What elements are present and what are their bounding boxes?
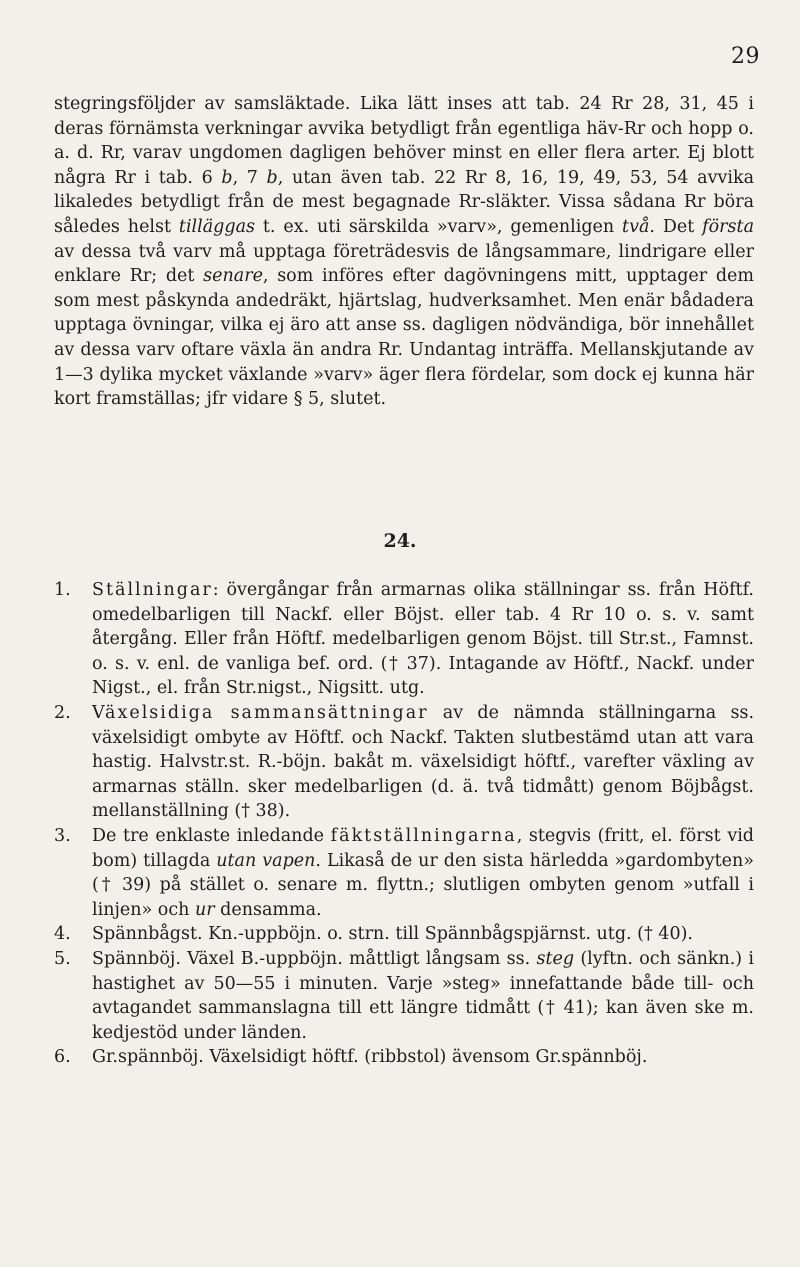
item-text: , stegvis (fritt, el. först vid bom) tillagda <box>92 825 755 871</box>
item-number: 6. <box>54 1047 71 1068</box>
item-text: De tre enklaste inledande <box>92 825 331 846</box>
list-item <box>54 578 754 701</box>
intro-text: t. ex. uti särskilda »varv», gemenligen <box>255 216 623 237</box>
intro-italic: två <box>622 216 650 237</box>
intro-text: av dessa två varv må upptaga företrädesvis de långsammare, lindrigare eller enklare Rr; det <box>54 241 754 287</box>
item-italic: ur <box>194 899 215 920</box>
intro-text: stegringsföljder av samsläktade. Lika lätt inses att tab. 24 Rr 28, 31, 45 i deras förnämsta verkningar avvika betydligt från egentliga häv-Rr och hopp o. a. d. Rr, varav ungdomen dagligen behöver minst en eller flera arter. Ej blott några Rr i tab. 6 <box>54 94 754 188</box>
list-item <box>54 701 754 824</box>
item-text: . Likaså de ur den sista härledda »gardombyten» († 39) på stället o. senare m. flyttn.; slutligen ombyten genom »utfall i linjen» och <box>92 850 754 920</box>
intro-italic: tilläggas <box>178 216 255 237</box>
item-number: 5. <box>54 948 71 969</box>
intro-italic: b <box>221 167 233 188</box>
intro-paragraph <box>54 92 754 412</box>
intro-italic: senare <box>203 266 263 287</box>
item-number: 2. <box>54 702 71 723</box>
intro-text: , utan även tab. 22 Rr 8, 16, 19, 49, 53, 54 avvika likaledes betydligt från de mest begagnade Rr-släkter. Vissa sådana Rr böra således helst <box>54 167 754 237</box>
item-text: (lyftn. och sänkn.) i hastighet av 50—55 i minuten. Varje »steg» innefattande både till- och avtagandet sammanslagna till ett längre tidmått († 41); kan även ske m. kedjestöd under länden. <box>92 948 754 1043</box>
item-number: 1. <box>54 580 71 600</box>
page-number: 29 <box>731 44 760 69</box>
intro-text: , 7 <box>232 167 267 188</box>
intro-text: , som införes efter dagövningens mitt, upptager dem som mest påskynda andedräkt, hjärtslag, hudverksamhet. Men enär bådadera upptaga övningar, vilka ej äro att anse ss. dagligen nödvändiga, bör innehållet av dessa varv oftare växla än andra Rr. Undantag inträffa. Mellanskjutande av 1—3 dylika mycket växlande »varv» äger flera fördelar, som dock ej kunna här kort framställas; jfr vidare § 5, slutet. <box>54 266 755 410</box>
item-italic: steg <box>536 948 575 969</box>
item-text: Spännböj. Växel B.-uppböjn. måttligt långsam ss. <box>92 948 537 969</box>
item-text: densamma. <box>214 899 322 920</box>
intro-italic: b <box>266 167 278 188</box>
list-item <box>54 824 754 922</box>
section-heading: 24. <box>383 530 417 552</box>
intro-text: . Det <box>649 216 703 237</box>
list-item <box>54 947 754 1045</box>
item-text: Spännbågst. Kn.-uppböjn. o. strn. till Spännbågspjärnst. utg. († 40). <box>92 924 693 945</box>
item-text: Gr.spännböj. Växelsidigt höftf. (ribbstol) ävensom Gr.spännböj. <box>92 1047 648 1068</box>
item-italic: utan vapen <box>216 850 316 871</box>
item-term: Växelsidiga sammansättningar <box>92 702 429 723</box>
list-item <box>54 922 754 947</box>
list-item <box>54 1045 754 1070</box>
item-term: Ställningar <box>92 580 213 600</box>
item-term: fäktställningarna <box>330 825 517 846</box>
item-number: 4. <box>54 924 71 945</box>
exercise-list <box>54 578 754 1070</box>
intro-italic: första <box>702 216 754 237</box>
item-number: 3. <box>54 825 71 846</box>
item-text: av de nämnda ställningarna ss. växelsidigt ombyte av Höftf. och Nackf. Takten slutbestämd utan att vara hastig. Halvstr.st. R.-böjn. bakåt m. växelsidigt höftf., varefter växling av armarnas ställn. sker medelbarligen (d. ä. två tidmått) genom Böjbågst. mellanställning († 38). <box>92 702 755 822</box>
item-text: : övergångar från armarnas olika ställningar ss. från Höftf. omedelbarligen till Nackf. eller Böjst. eller tab. 4 Rr 10 o. s. v. samt återgång. Eller från Höftf. medelbarligen genom Böjst. till Str.st., Famnst. o. s. v. enl. de vanliga bef. ord. († 37). Intagande av Höftf., Nackf. under Nigst., el. från Str.nigst., Nigsitt. utg. <box>92 580 754 699</box>
